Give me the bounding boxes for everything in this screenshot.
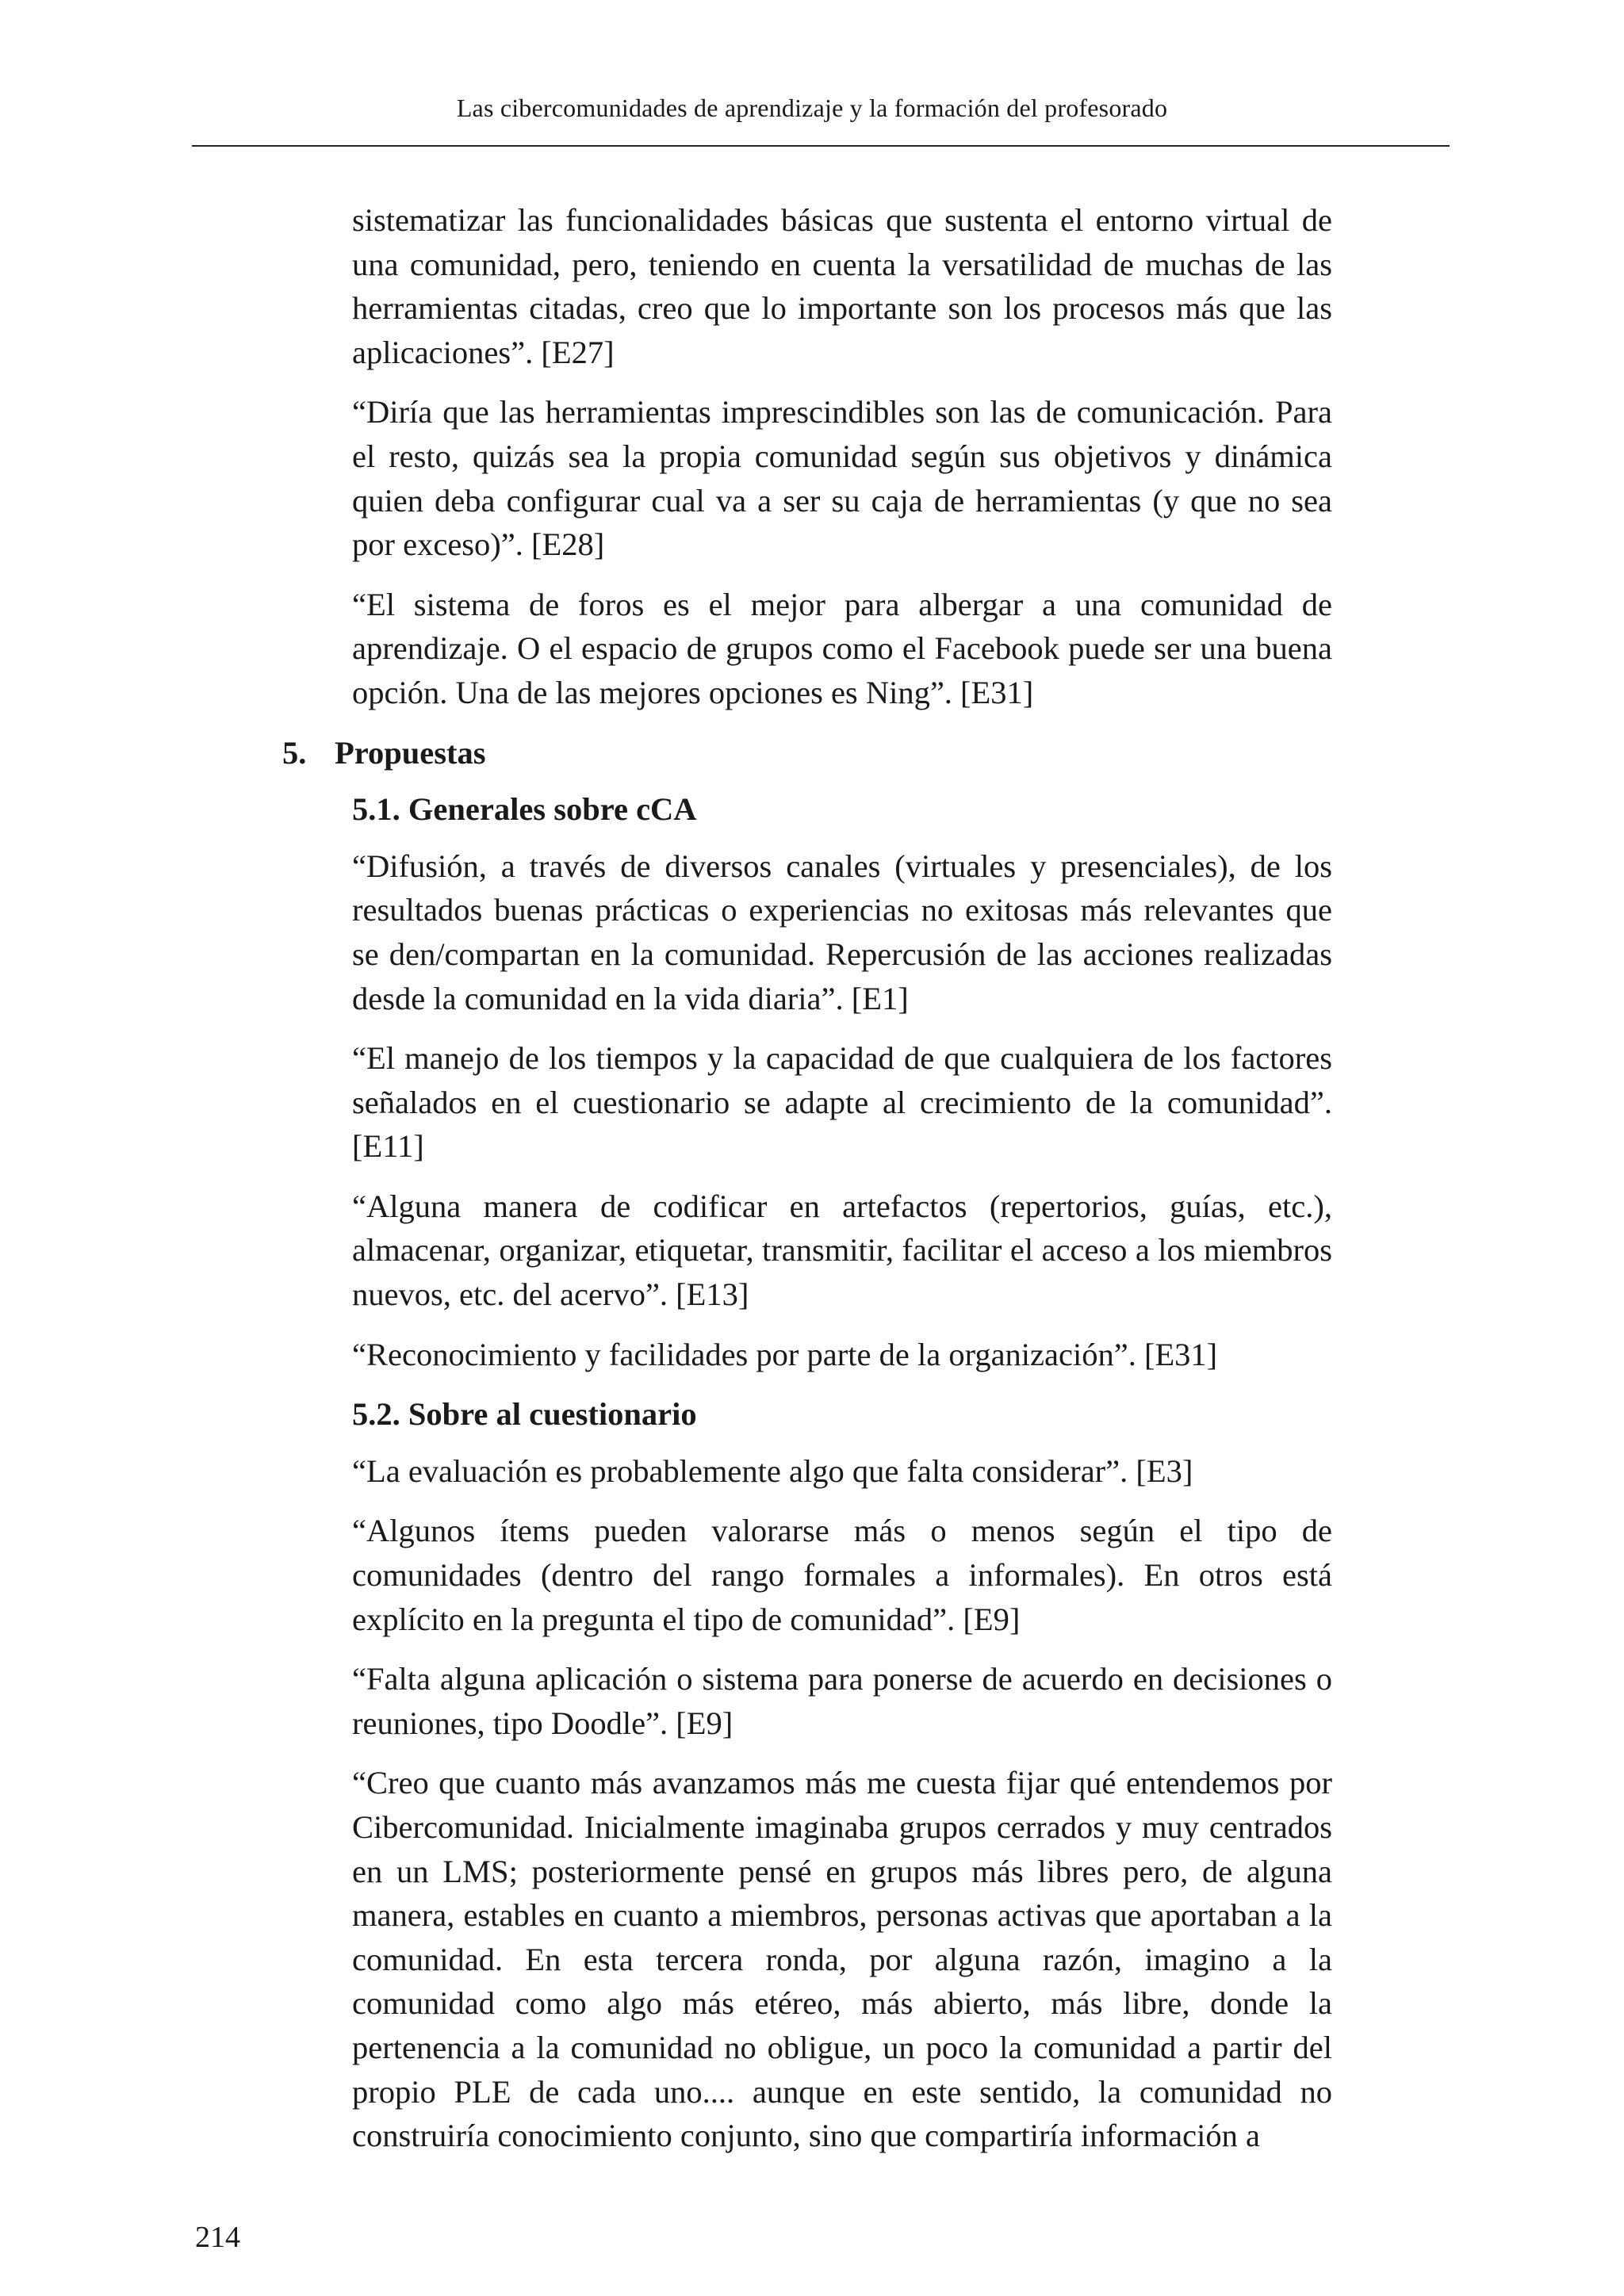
paragraph-e31-reconocimiento: “Reconocimiento y facilidades por parte de la organización”. [E31] bbox=[352, 1336, 1218, 1372]
subsection-heading-generales: 5.1. Generales sobre cCA bbox=[352, 791, 697, 828]
paragraph-cibercomunidad: “Creo que cuanto más avanzamos más me cuesta fijar qué entendemos por Cibercomunidad. Inicialmente imaginaba grupos cerrados y muy centrados en un LMS; posteriormente pensé en grupos más libres pero, de alguna manera, estables en cuanto a miembros, personas activas que aportaban a la comunidad. En esta tercera ronda, por alguna razón, imagino a la comunidad como algo más etéreo, más abierto, más libre, donde la pertenencia a la comunidad no obligue, un poco la comunidad a partir del propio PLE de cada uno.... aunque en este sentido, la comunidad no construiría conocimiento conjunto, sino que compartiría información a bbox=[352, 1765, 1332, 2154]
page-number: 214 bbox=[195, 2221, 240, 2254]
section-title: Propuestas bbox=[335, 734, 486, 771]
section-heading-propuestas bbox=[282, 731, 1262, 775]
paragraph-e28: “Diría que las herramientas imprescindibles son las de comunicación. Para el resto, quizás sea la propia comunidad según sus objetivos y dinámica quien deba configurar cual va a ser su caja de herramientas (y que no sea por exceso)”. [E28] bbox=[352, 394, 1332, 563]
subsection-heading-cuestionario: 5.2. Sobre al cuestionario bbox=[352, 1396, 697, 1433]
paragraph-e9-doodle: “Falta alguna aplicación o sistema para ponerse de acuerdo en decisiones o reuniones, tipo Doodle”. [E9] bbox=[352, 1661, 1332, 1741]
header-rule bbox=[192, 145, 1450, 147]
paragraph-e27-continuation: sistematizar las funcionalidades básicas que sustenta el entorno virtual de una comunidad, pero, teniendo en cuenta la versatilidad de muchas de las herramientas citadas, creo que lo importante son los procesos más que las aplicaciones”. [E27] bbox=[352, 202, 1332, 370]
running-header: Las cibercomunidades de aprendizaje y la formación del profesorado bbox=[456, 94, 1168, 122]
paragraph-e13: “Alguna manera de codificar en artefactos (repertorios, guías, etc.), almacenar, organizar, etiquetar, transmitir, facilitar el acceso a los miembros nuevos, etc. del acervo”. [E13] bbox=[352, 1188, 1332, 1313]
paragraph-e31-foros: “El sistema de foros es el mejor para albergar a una comunidad de aprendizaje. O el espacio de grupos como el Facebook puede ser una buena opción. Una de las mejores opciones es Ning”. [E31] bbox=[352, 586, 1332, 710]
paragraph-e1: “Difusión, a través de diversos canales (virtuales y presenciales), de los resultados buenas prácticas o experiencias no exitosas más relevantes que se den/compartan en la comunidad. Repercusión de las acciones realizadas desde la comunidad en la vida diaria”. [E1] bbox=[352, 848, 1332, 1016]
paragraph-e11: “El manejo de los tiempos y la capacidad de que cualquiera de los factores señalados en el cuestionario se adapte al crecimiento de la comunidad”. [E11] bbox=[352, 1040, 1332, 1165]
body-text bbox=[282, 198, 1332, 2158]
section-number: 5. bbox=[282, 734, 307, 771]
paragraph-e3: “La evaluación es probablemente algo que falta considerar”. [E3] bbox=[352, 1452, 1193, 1489]
paragraph-e9-items: “Algunos ítems pueden valorarse más o menos según el tipo de comunidades (dentro del rango formales a informales). En otros está explícito en la pregunta el tipo de comunidad”. [E9] bbox=[352, 1513, 1332, 1637]
